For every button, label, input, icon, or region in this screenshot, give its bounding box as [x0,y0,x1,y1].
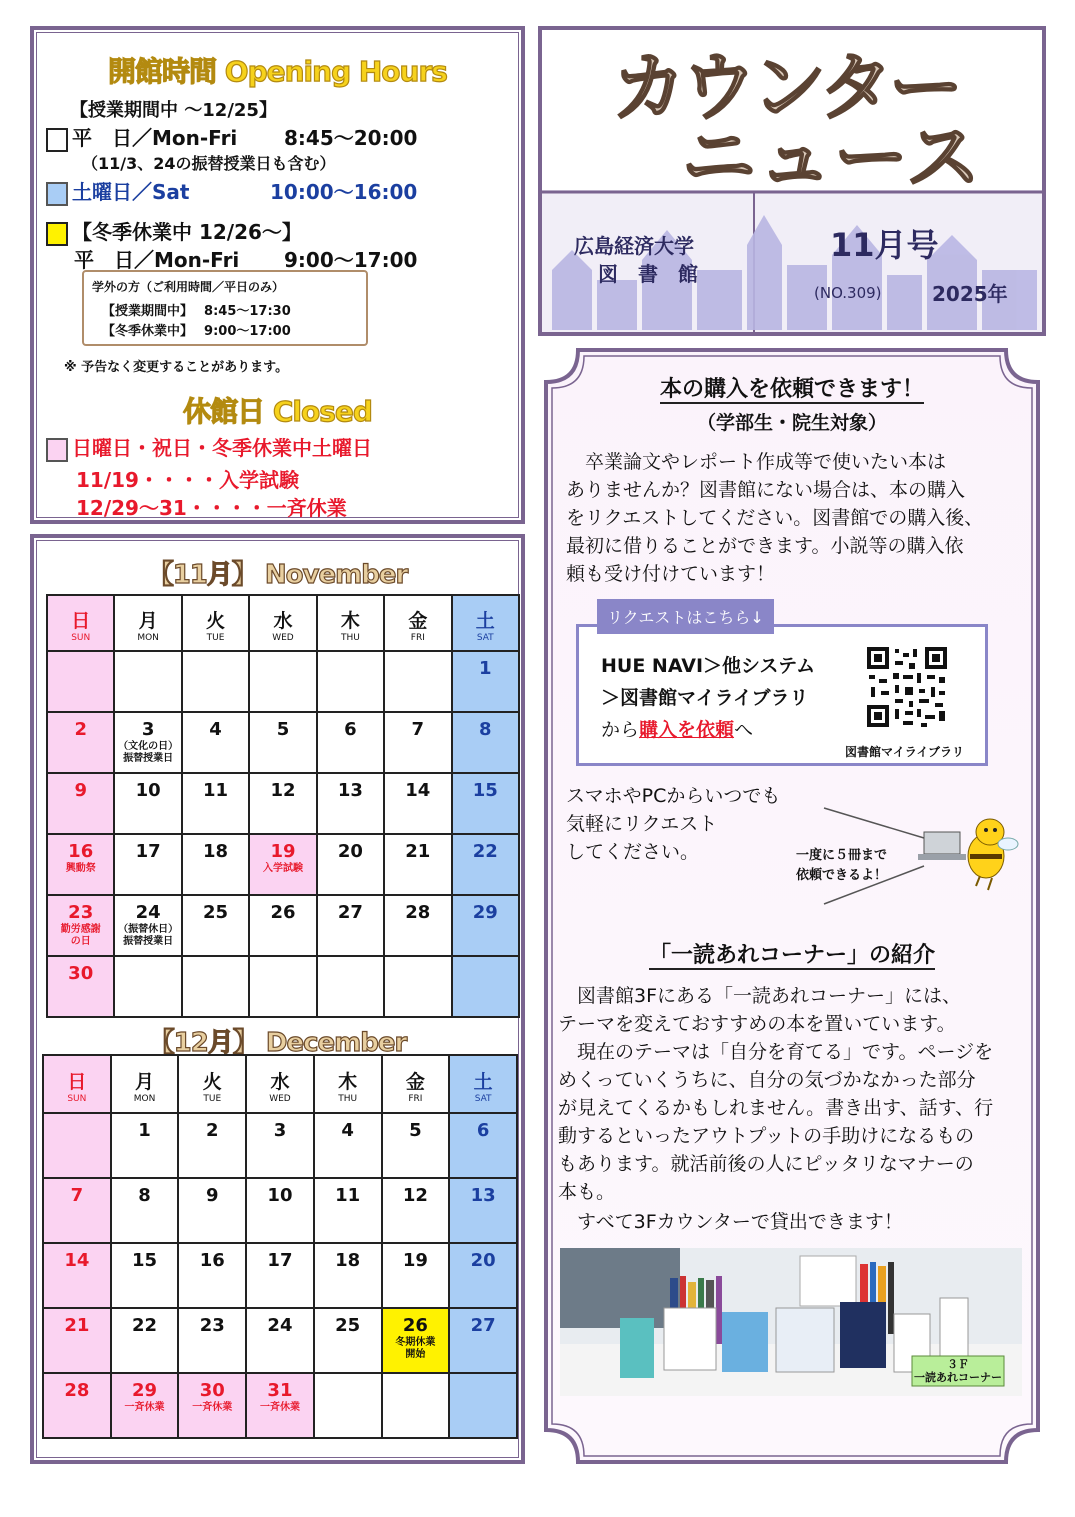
white-swatch [46,128,68,152]
day-number: 11 [203,780,229,801]
article2-body-6: もあります。就活前後の人にピッタリなマナーの [558,1153,974,1175]
calendar-day-cell [452,956,519,1017]
calendar-day-cell [314,1243,382,1308]
day-note: 勤労感謝 の日 [60,924,101,947]
header-box [538,26,1046,336]
calendar-day-cell [111,1308,179,1373]
article2-body-4: が見えてくるかもしれません。書き出す、話す、行 [558,1097,994,1119]
calendar-day-cell [111,1178,179,1243]
day-number: 8 [479,719,492,740]
calendar-day-cell [43,1308,111,1373]
calendar-day-cell [449,1373,517,1438]
purchase-request-link[interactable]: 購入を依頼 [639,719,735,741]
weekday-header [449,1055,517,1113]
day-number: 2 [205,1120,219,1141]
day-number: 13 [470,1185,496,1206]
article1-body-0: 卒業論文やレポート作成等で使いたい本は [566,451,947,473]
qr-code-icon[interactable] [865,645,949,729]
calendar-day-cell [114,895,181,956]
weekday-jp: 月 [135,1070,155,1093]
article2-body-3: めくっていくうちに、自分の気づかなかった部分 [558,1069,976,1091]
weekday-en: THU [340,632,360,643]
calendar-week-row [47,712,519,773]
calendar-day-cell [314,1113,382,1178]
calendar-day-cell [382,1243,450,1308]
weekday-header [246,1055,314,1113]
calendar-week-row [47,651,519,712]
title-line2: ニュース [682,115,983,201]
weekday-en: SAT [476,632,494,643]
calendar-day-cell [182,956,249,1017]
weekday-jp: 火 [206,609,226,632]
day-number: 14 [405,780,431,801]
calendar-day-cell [182,773,249,834]
weekday-header-row [47,595,519,651]
outside-term: 【授業期間中】 8:45～17:30 [102,304,291,319]
calendar-day-cell [47,956,114,1017]
univ-name: 広島経済大学 [574,234,694,258]
day-number: 23 [199,1315,225,1336]
weekday-en: MON [133,1093,156,1104]
outside-winter: 【冬季休業中】 9:00～17:00 [102,324,291,339]
calendar-day-cell [178,1113,246,1178]
calendar-day-cell [249,834,316,895]
speech-bubble: 一度に５冊まで 依頼できるよ！ [796,848,888,883]
day-number: 29 [132,1380,158,1401]
note-line-2: してください。 [566,841,700,863]
calendar-day-cell [182,651,249,712]
request-tab: リクエストはこちら↓ [597,599,774,634]
calendar-week-row [43,1243,517,1308]
day-number: 31 [267,1380,293,1401]
calendar-week-row [43,1178,517,1243]
day-number: 7 [70,1185,84,1206]
calendar-day-cell [114,834,181,895]
calendar-day-cell [452,712,519,773]
day-number: 15 [132,1250,158,1271]
day-note: 一斉休業 [192,1402,233,1413]
weekday-header [382,1055,450,1113]
weekday-header [452,595,519,651]
november-calendar [46,594,520,1018]
weekday-header [47,595,114,651]
day-number: 17 [135,841,161,862]
calendar-day-cell [317,956,384,1017]
day-number: 16 [199,1250,225,1271]
issue-number: (NO.309) [814,284,882,302]
day-number: 12 [402,1185,428,1206]
outside-title: 学外の方（ご利用時間／平日のみ） [92,280,285,294]
calendar-box [30,534,525,1464]
calendar-day-cell [246,1243,314,1308]
weekday-header-row [43,1055,517,1113]
day-number: 5 [276,719,290,740]
article1-body-1: ありませんか？図書館にない場合は、本の購入 [566,479,966,501]
weekday-jp: 水 [270,1070,290,1093]
day-number: 28 [405,902,431,923]
article2-body-5: 動するといったアウトプットの手助けになるもの [558,1125,975,1147]
calendar-day-cell [114,956,181,1017]
day-number: 25 [203,902,229,923]
article1-title: 本の購入を依頼できます！ [659,377,924,402]
calendar-day-cell [384,651,451,712]
day-number: 17 [267,1250,293,1271]
request-line3 [601,715,753,742]
sat-row [46,176,189,206]
day-number: 20 [337,841,363,862]
article1-body-4: 頼も受け付けています！ [566,563,776,585]
calendar-day-cell [449,1243,517,1308]
day-number: 19 [270,841,296,862]
calendar-day-cell [43,1373,111,1438]
day-number: 22 [472,841,498,862]
day-number: 21 [405,841,431,862]
weekday-en: SAT [474,1093,492,1104]
day-number: 16 [68,841,94,862]
calendar-day-cell [249,712,316,773]
day-number: 25 [335,1315,361,1336]
calendar-day-cell [178,1308,246,1373]
calendar-day-cell [449,1113,517,1178]
calendar-week-row [43,1373,517,1438]
request-box [576,608,988,766]
calendar-week-row [43,1308,517,1373]
pink-swatch [46,438,68,462]
calendar-day-cell [249,895,316,956]
weekday-jp: 月 [138,609,158,632]
day-number: 11 [335,1185,361,1206]
calendar-day-cell [246,1113,314,1178]
weekday-jp: 木 [340,609,360,632]
sat-time: 10:00～16:00 [270,180,418,204]
day-note: 一斉休業 [124,1402,165,1413]
weekday-jp: 日 [67,1070,87,1093]
day-number: 15 [472,780,498,801]
weekday-en: FRI [410,632,425,643]
closed-1: 日曜日・祝日・冬季休業中土曜日 [72,436,372,460]
request-line3-c: へ [734,719,754,741]
closed-row [46,432,372,462]
calendar-day-cell [43,1178,111,1243]
calendar-day-cell [384,956,451,1017]
weekday-jp: 金 [405,1070,425,1093]
winter-label: 【冬季休業中 12/26～】 [72,220,302,244]
qr-caption: 図書館マイライブラリ [845,745,965,759]
weekday-en: TUE [203,1093,222,1104]
issue-year: 2025年 [932,282,1008,306]
calendar-day-cell [317,773,384,834]
weekday-en: WED [269,1093,291,1104]
day-note: （振替休日） 振替授業日 [118,924,179,947]
weekday-en: TUE [206,632,225,643]
calendar-day-cell [382,1373,450,1438]
calendar-day-cell [182,895,249,956]
weekday-jp: 水 [273,609,293,632]
article2-title: 「一読あれコーナー」の紹介 [648,943,935,968]
day-number: 13 [337,780,363,801]
closed-3: 12/29～31・・・・一斉休業 [76,496,347,520]
day-number: 12 [270,780,296,801]
yellow-swatch [46,222,68,246]
day-number: 6 [476,1120,490,1141]
day-number: 4 [209,719,222,740]
calendar-day-cell [47,895,114,956]
day-number: 24 [135,902,161,923]
day-number: 5 [409,1120,422,1141]
term-label: 【授業期間中 ～12/25】 [70,100,277,121]
calendar-day-cell [317,651,384,712]
blue-swatch [46,182,68,206]
weekday-header [114,595,181,651]
day-number: 9 [74,780,87,801]
weekday-label: 平 日／Mon-Fri [72,126,238,150]
day-number: 27 [470,1315,496,1336]
day-number: 29 [472,902,498,923]
calendar-day-cell [47,773,114,834]
nov-title: 【11月】 November [147,560,408,590]
calendar-day-cell [246,1178,314,1243]
calendar-day-cell [384,712,451,773]
article2-body-2: 現在のテーマは「自分を育てる」です。ページを [558,1041,994,1063]
calendar-day-cell [384,773,451,834]
day-number: 8 [138,1185,151,1206]
article1-title-wrap [538,372,1046,403]
issue-month: 11月号 [830,226,939,264]
weekday-jp: 木 [338,1070,358,1093]
weekday-header [178,1055,246,1113]
calendar-day-cell [249,651,316,712]
corner-photo [560,1248,1022,1396]
calendar-day-cell [182,834,249,895]
calendar-day-cell [382,1178,450,1243]
opening-hours-box [30,26,525,524]
calendar-day-cell [452,834,519,895]
day-number: 20 [470,1250,496,1271]
calendar-week-row [47,773,519,834]
calendar-day-cell [111,1243,179,1308]
calendar-day-cell [452,773,519,834]
day-number: 18 [335,1250,361,1271]
article2-body-1: テーマを変えておすすめの本を置いています。 [558,1013,956,1035]
day-number: 3 [273,1120,287,1141]
day-number: 14 [64,1250,90,1271]
day-number: 21 [64,1315,90,1336]
calendar-day-cell [178,1373,246,1438]
calendar-day-cell [111,1373,179,1438]
photo-sign: ３Ｆ 一読あれコーナー [914,1358,1002,1384]
weekday-en: FRI [408,1093,423,1104]
day-number: 27 [337,902,363,923]
weekday-jp: 日 [71,609,91,632]
weekday-header [317,595,384,651]
calendar-day-cell [43,1243,111,1308]
calendar-day-cell [114,773,181,834]
calendar-day-cell [314,1373,382,1438]
day-note: （文化の日） 振替授業日 [118,741,179,764]
calendar-day-cell [449,1308,517,1373]
closed-2: 11/19・・・・入学試験 [76,468,299,492]
title-line1: カウンター [612,45,960,131]
dec-title: 【12月】 December [148,1028,407,1058]
weekday-header [384,595,451,651]
winter-weekday-time: 9:00～17:00 [284,248,418,272]
weekday-jp: 土 [475,609,495,632]
calendar-day-cell [452,895,519,956]
article2-title-wrap [538,938,1046,969]
day-number: 3 [141,719,155,740]
day-number: 26 [270,902,296,923]
calendar-day-cell [317,834,384,895]
weekday-note: （11/3、24の振替授業日も含む） [82,154,336,173]
closed-title: 休館日 Closed [183,395,372,428]
article1-body-3: 最初に借りることができます。小説等の購入依 [566,535,964,557]
calendar-day-cell [114,651,181,712]
weekday-header [182,595,249,651]
calendar-day-cell [178,1243,246,1308]
day-number: 19 [402,1250,428,1271]
day-number: 28 [64,1380,90,1401]
calendar-day-cell [246,1308,314,1373]
article2-body-8: すべて3Fカウンターで貸出できます！ [558,1211,903,1233]
day-number: 22 [132,1315,158,1336]
day-number: 30 [68,963,94,984]
request-line2[interactable]: ＞図書館マイライブラリ [601,687,809,709]
article1-body-2: をリクエストしてください。図書館での購入後、 [566,507,984,529]
opening-hours-title: 開館時間 Opening Hours [108,55,447,88]
weekday-header [249,595,316,651]
calendar-day-cell [384,834,451,895]
calendar-day-cell [246,1373,314,1438]
content-box [538,346,1046,1466]
request-line3-a: から [601,719,640,741]
weekday-header [314,1055,382,1113]
article2-body-7: 本も。 [558,1181,616,1203]
day-number: 26 [402,1315,428,1336]
day-number: 4 [341,1120,354,1141]
weekday-header [43,1055,111,1113]
day-number: 6 [344,719,357,740]
article1-subtitle: （学部生・院生対象） [696,412,887,434]
weekday-header [111,1055,179,1113]
day-note: 興動祭 [65,863,96,874]
winter-weekday-label: 平 日／Mon-Fri [74,248,240,272]
day-note: 一斉休業 [259,1402,300,1413]
calendar-day-cell [114,712,181,773]
calendar-day-cell [47,712,114,773]
winter-row [46,216,302,246]
day-number: 7 [411,719,425,740]
calendar-day-cell [449,1178,517,1243]
day-number: 23 [68,902,94,923]
weekday-row [46,122,237,152]
library-name: 図 書 館 [598,262,698,286]
weekday-en: MON [137,632,159,643]
weekday-jp: 火 [202,1070,222,1093]
weekday-en: SUN [71,632,91,643]
calendar-day-cell [111,1113,179,1178]
calendar-day-cell [382,1308,450,1373]
calendar-day-cell [249,773,316,834]
calendar-week-row [47,834,519,895]
weekday-en: THU [338,1093,358,1104]
calendar-day-cell [382,1113,450,1178]
day-note: 入学試験 [262,863,303,874]
note-line-1: 気軽にリクエスト [566,813,718,835]
outside-users-box [82,270,368,346]
calendar-day-cell [384,895,451,956]
calendar-day-cell [314,1178,382,1243]
calendar-day-cell [249,956,316,1017]
december-calendar [42,1054,518,1439]
calendar-week-row [47,956,519,1017]
weekday-en: WED [272,632,294,643]
calendar-day-cell [47,651,114,712]
sat-label: 土曜日／Sat [72,180,190,204]
calendar-day-cell [314,1308,382,1373]
calendar-day-cell [452,651,519,712]
day-number: 18 [203,841,229,862]
calendar-day-cell [317,895,384,956]
weekday-en: SUN [67,1093,87,1104]
day-number: 10 [135,780,161,801]
weekday-jp: 金 [408,609,428,632]
day-number: 1 [138,1120,151,1141]
day-number: 1 [479,658,492,679]
notice: ※ 予告なく変更することがあります。 [64,360,289,375]
calendar-day-cell [182,712,249,773]
day-number: 30 [199,1380,225,1401]
article2-body-0: 図書館3Fにある「一読あれコーナー」には、 [558,985,962,1007]
request-line1[interactable]: HUE NAVI＞他システム [601,655,816,677]
day-number: 10 [267,1185,293,1206]
calendar-day-cell [317,712,384,773]
calendar-week-row [43,1113,517,1178]
calendar-day-cell [178,1178,246,1243]
calendar-week-row [47,895,519,956]
day-number: 24 [267,1315,293,1336]
day-note: 冬期休業 開始 [395,1337,436,1360]
calendar-day-cell [47,834,114,895]
weekday-jp: 土 [473,1070,493,1093]
note-line-0: スマホやPCからいつでも [566,785,781,807]
day-number: 9 [205,1185,219,1206]
weekday-time: 8:45～20:00 [284,126,418,150]
day-number: 2 [74,719,87,740]
calendar-day-cell [43,1113,111,1178]
